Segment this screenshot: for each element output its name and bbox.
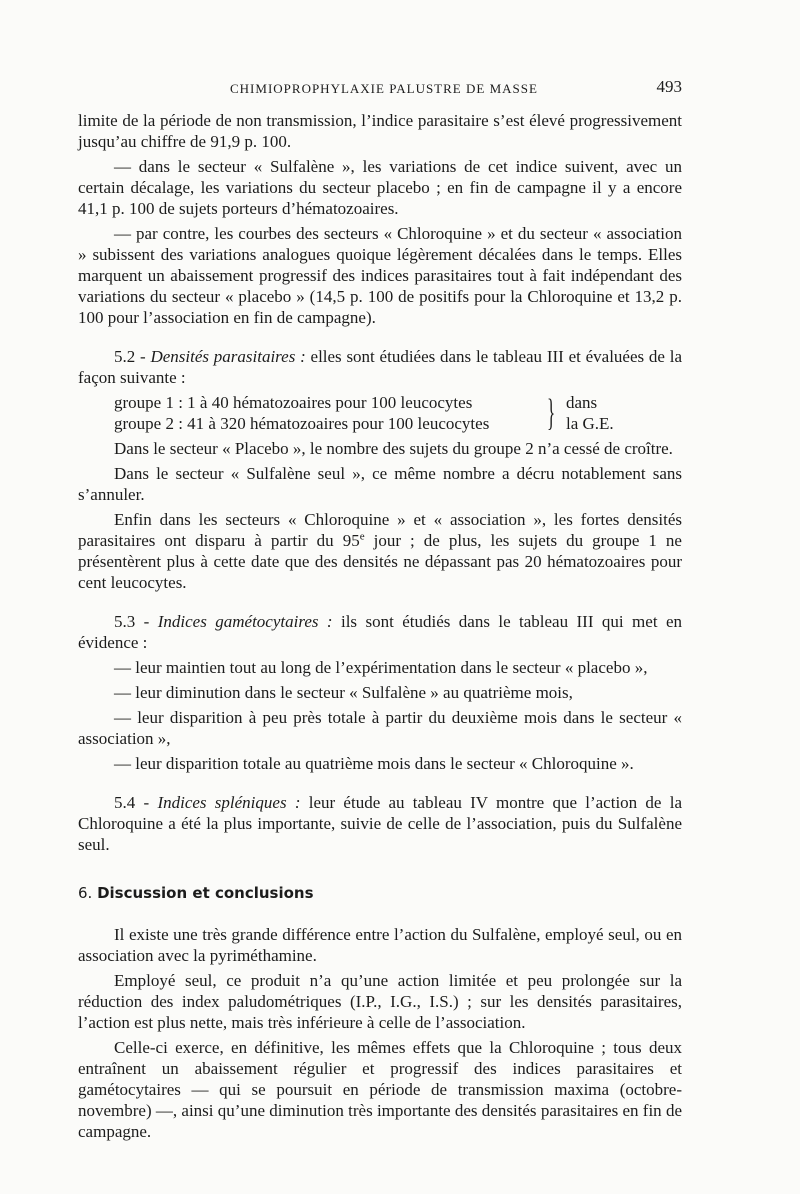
paragraph-chloroquine-density-part1: Enfin dans les secteurs « Chloroquine » et « association », les fortes densités parasitaires ont disparu à partir du 95	[78, 510, 682, 550]
section-5-2-text: elles sont étudiées dans le tableau III et évaluées de la façon suivante :	[78, 347, 682, 387]
paragraph-chloroquine-association: — par contre, les courbes des secteurs « Chloroquine » et du secteur « association » subissent des variations analogues quoique légèrement décalées dans le temps. Elles marquent un abaissement progressif des indices parasitaires tout à fait indépendant des variations du secteur « placebo » (14,5 p. 100 de positifs pour la Chloroquine et 13,2 p. 100 pour l’association en fin de campagne).	[78, 224, 682, 327]
paragraph-continuation: limite de la période de non transmission, l’indice parasitaire s’est élevé progressivement jusqu’au chiffre de 91,9 p. 100.	[78, 111, 682, 151]
section-5-2-intro	[78, 346, 682, 388]
section-5-3-number: 5.3 -	[114, 612, 158, 631]
ordinal-superscript: e	[359, 530, 365, 543]
section-5-2-title: Densités parasitaires :	[150, 347, 306, 366]
paragraph-chloroquine-density-part2: jour ; de plus, les sujets du groupe 1 ne présentèrent plus à cette date que des densités ne dépassant pas 20 hématozoaires pour cent leucocytes.	[78, 531, 682, 592]
section-5-4-intro	[78, 792, 682, 855]
group-2-row: groupe 2 : 41 à 320 hématozoaires pour 100 leucocytes	[114, 414, 490, 433]
conclusion-paragraph: Employé seul, ce produit n’a qu’une action limitée et peu prolongée sur la réduction des index paludométriques (I.P., I.G., I.S.) ; sur les densités parasitaires, l’action est plus nette, mais très inférieure à celle de l’association.	[78, 971, 682, 1032]
list-item: — leur maintien tout au long de l’expérimentation dans le secteur « placebo »,	[114, 658, 648, 677]
section-5-3-intro	[78, 611, 682, 653]
section-5-2-number: 5.2 -	[114, 347, 151, 366]
list-item: — leur disparition totale au quatrième mois dans le secteur « Chloroquine ».	[114, 754, 634, 773]
list-item: — leur disparition à peu près totale à partir du deuxième mois dans le secteur « association »,	[78, 708, 682, 748]
page-body	[78, 110, 682, 1146]
paragraph-placebo-density: Dans le secteur « Placebo », le nombre des sujets du groupe 2 n’a cessé de croître.	[114, 439, 673, 458]
section-5-4-text: leur étude au tableau IV montre que l’action de la Chloroquine a été la plus importante, suivie de celle de l’association, puis du Sulfalène seul.	[78, 793, 682, 854]
paragraph-sulfalene-sector: — dans le secteur « Sulfalène », les variations de cet indice suivent, avec un certain décalage, les variations du secteur placebo ; en fin de campagne il y a encore 41,1 p. 100 de sujets porteurs d’hématozoaires.	[78, 157, 682, 218]
list-item: — leur diminution dans le secteur « Sulfalène » au quatrième mois,	[114, 683, 573, 702]
brace-label-bottom: la G.E.	[566, 414, 614, 433]
right-brace-icon: }	[547, 392, 556, 434]
brace-label-top: dans	[566, 393, 598, 412]
group-1-row: groupe 1 : 1 à 40 hématozoaires pour 100 leucocytes	[114, 393, 473, 412]
section-6-number: 6.	[78, 884, 98, 902]
conclusion-paragraph: Celle-ci exerce, en définitive, les mêmes effets que la Chloroquine ; tous deux entraînent un abaissement régulier et progressif des indices parasitaires et gamétocytaires — qui se poursuit en période de transmission maxima (octobre-novembre) —, ainsi qu’une diminution très importante des densités parasitaires en fin de campagne.	[78, 1038, 682, 1141]
section-5-3-text: ils sont étudiés dans le tableau III qui met en évidence :	[78, 612, 683, 652]
paragraph-chloroquine-density	[78, 509, 682, 593]
section-5-4-title: Indices spléniques :	[157, 793, 301, 812]
section-6-heading	[78, 883, 682, 904]
running-head: CHIMIOPROPHYLAXIE PALUSTRE DE MASSE	[230, 81, 538, 96]
paragraph-sulfalene-density: Dans le secteur « Sulfalène seul », ce même nombre a décru notablement sans s’annuler.	[78, 464, 682, 504]
section-5-3-title: Indices gamétocytaires :	[157, 612, 333, 631]
conclusion-paragraph: Il existe une très grande différence entre l’action du Sulfalène, employé seul, ou en association avec la pyriméthamine.	[78, 925, 682, 965]
section-5-4-number: 5.4 -	[114, 793, 158, 812]
density-groups	[78, 392, 682, 434]
page-number: 493	[656, 77, 682, 96]
section-6-title: Discussion et conclusions	[97, 884, 314, 902]
page-header	[78, 76, 682, 98]
